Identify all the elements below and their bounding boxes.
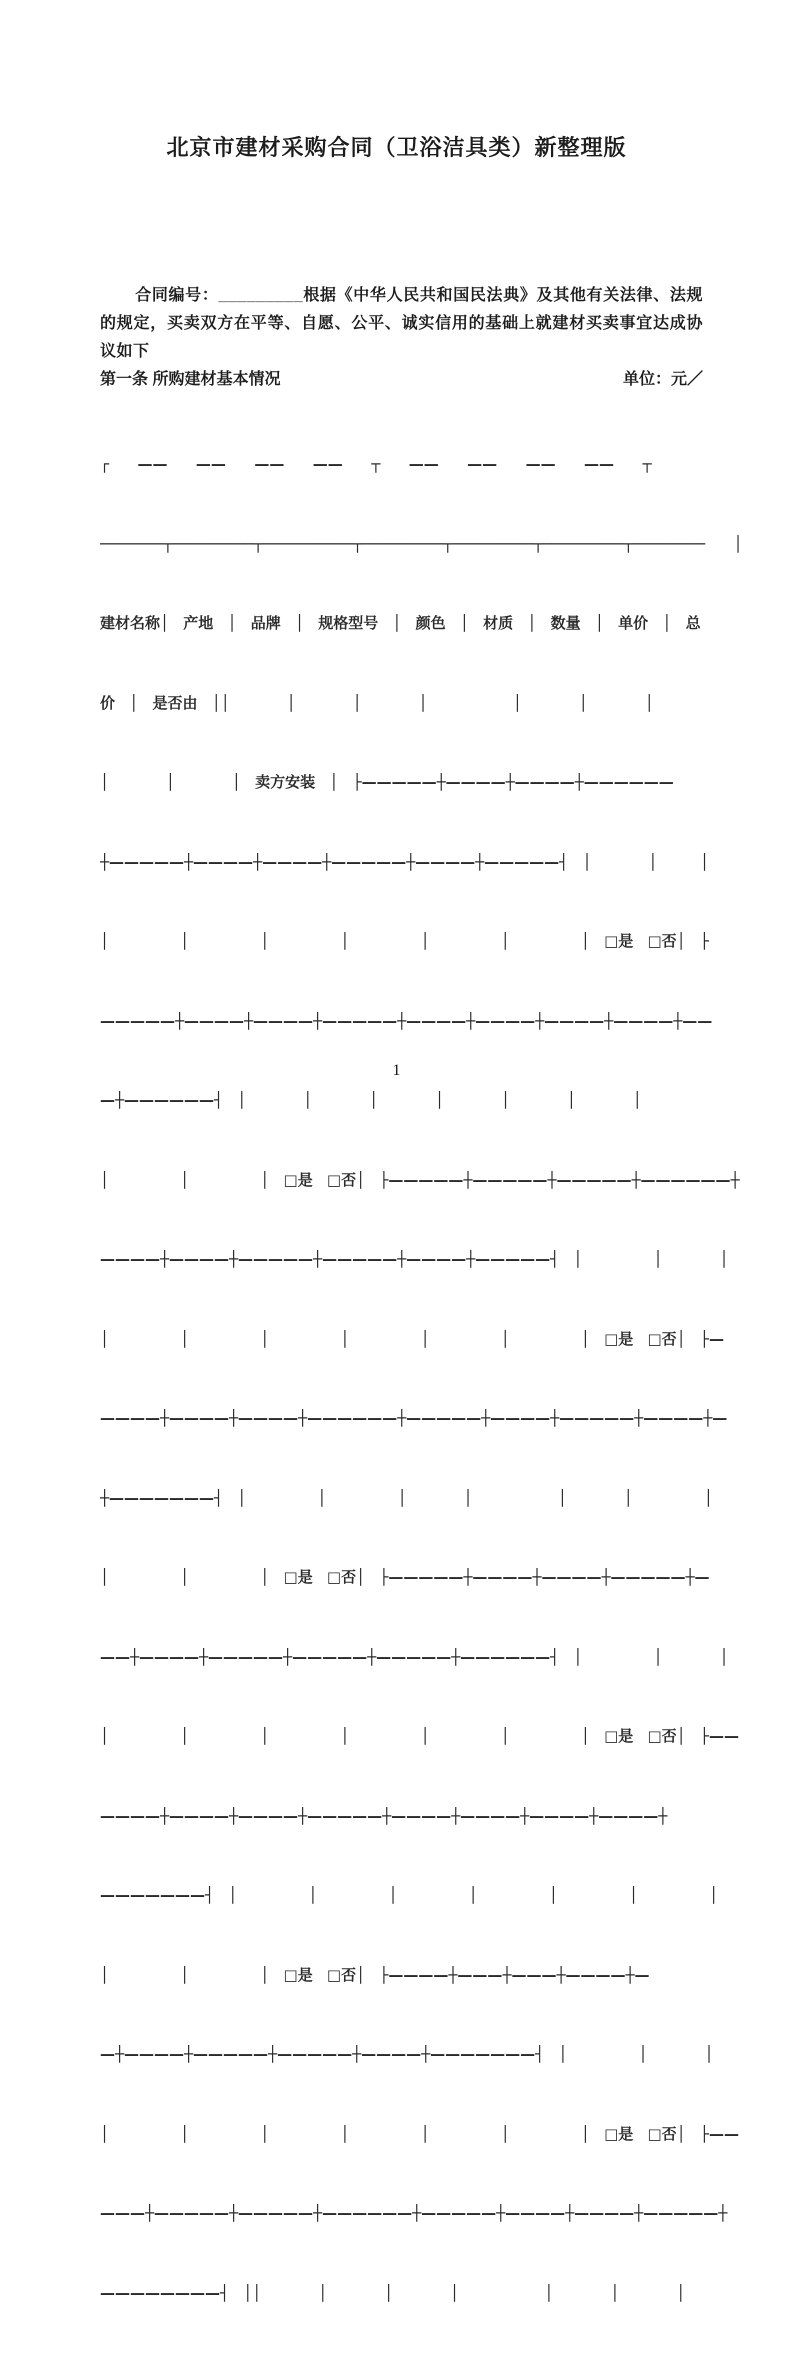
table-art-line: ————┼————┼————┼—————┼————┼————┼————┼————┼ xyxy=(100,1806,668,1825)
table-row-checkbox-line: │ │ │ │ │ │ │ □是 □否│ ├—— xyxy=(100,1727,739,1745)
table-art-line: —————┼————┼————┼—————┼————┼————┼————┼————┼—— xyxy=(100,1011,713,1030)
table-art-line: ———————┤ │ │ │ │ │ │ │ xyxy=(100,1886,719,1904)
clause-row xyxy=(100,366,703,394)
table-row-checkbox-line: │ │ │ │ │ │ │ □是 □否│ ├ xyxy=(100,932,709,950)
table-art-line: ───────┬─────────┬──────────┬─────────┬─────────┬─────────┬──────── │ xyxy=(100,534,743,553)
intro-paragraph: 合同编号：_________根据《中华人民共和国民法典》及其他有关法律、法规的规定，买卖双方在平等、自愿、公平、诚实信用的基础上就建材买卖事宜达成协议如下 xyxy=(100,287,703,360)
table-row-checkbox-line: │ │ │ □是 □否│ ├—————┼—————┼—————┼——————┼ xyxy=(100,1170,740,1189)
table-row-checkbox-line: │ │ │ │ │ │ │ □是 □否│ ├—— xyxy=(100,2124,739,2143)
table-header-line: │ │ │ 卖方安装 │ ├—————┼————┼————┼—————— xyxy=(100,773,674,791)
table-art-line: ┼———————┤ │ │ │ │ │ │ │ xyxy=(100,1488,713,1507)
unit-label: 单位：元／ xyxy=(622,371,703,388)
table-art-line: ┌ —— —— —— —— ┬ —— —— —— —— ┬ xyxy=(100,455,652,473)
table-art-line: ————————┤ ││ │ │ │ │ │ │ xyxy=(100,2283,686,2302)
table-header-line: 价 │ 是否由 ││ │ │ │ │ │ │ xyxy=(100,693,654,712)
page-number: 1 xyxy=(392,1062,401,1079)
table-art-line: —┼————┼—————┼—————┼————┼———————┤ │ │ │ xyxy=(100,2045,714,2063)
table-art-line: ———┼—————┼—————┼——————┼—————┼————┼————┼—————┼ xyxy=(100,2204,728,2222)
table-art-line: —┼——————┤ │ │ │ │ │ │ │ xyxy=(100,1091,642,1109)
document-title: 北京市建材采购合同（卫浴洁具类）新整理版 xyxy=(166,135,627,160)
table-header-line: 建材名称│ 产地 │ 品牌 │ 规格型号 │ 颜色 │ 材质 │ 数量 │ 单价 │ 总 xyxy=(100,614,701,632)
table-art-line: ————┼————┼—————┼—————┼————┼—————┤ │ │ │ xyxy=(100,1250,729,1268)
table-art-line: ┼—————┼————┼————┼—————┼————┼—————┤ │ │ │ xyxy=(100,852,710,871)
table-row-checkbox-line: │ │ │ □是 □否│ ├—————┼————┼————┼—————┼— xyxy=(100,1568,710,1586)
table-art-line: ——┼————┼—————┼—————┼—————┼——————┤ │ │ │ xyxy=(100,1647,729,1666)
table-art-line: ————┼————┼————┼——————┼—————┼————┼—————┼————┼— xyxy=(100,1409,728,1427)
materials-table xyxy=(100,398,743,2359)
table-row-checkbox-line: │ │ │ │ │ │ │ □是 □否│ ├— xyxy=(100,1329,724,1348)
clause-heading: 第一条 所购建材基本情况 xyxy=(100,371,281,388)
table-row-checkbox-line: │ │ │ □是 □否│ ├————┼———┼———┼————┼— xyxy=(100,1965,650,1984)
